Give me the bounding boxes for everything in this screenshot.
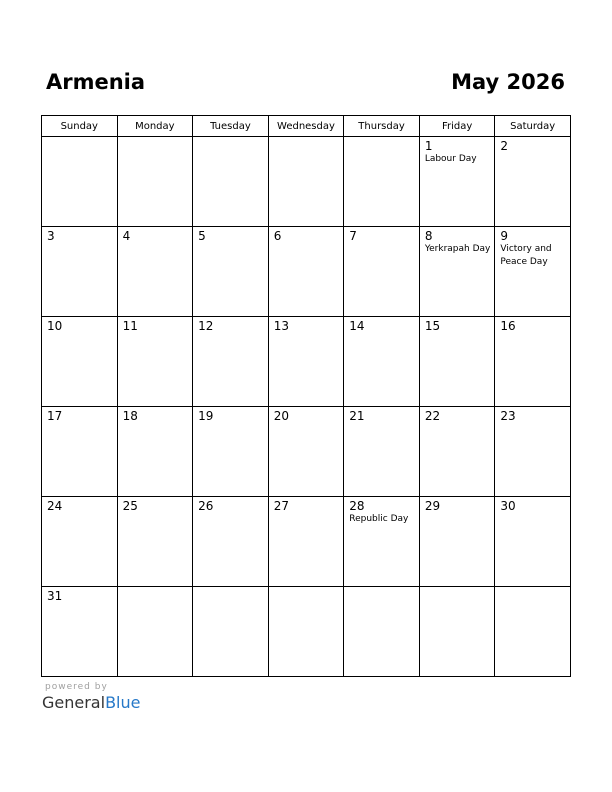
day-number: 6 <box>273 229 282 243</box>
weekday-friday: Friday <box>419 116 495 137</box>
day-number: 14 <box>349 319 365 333</box>
day-number: 28 <box>349 499 365 513</box>
month-year-title: May 2026 <box>451 70 565 94</box>
calendar-grid <box>41 115 571 677</box>
brand-general-text: General <box>42 693 106 712</box>
empty-day-cell <box>193 587 269 677</box>
day-number: 24 <box>47 499 63 513</box>
day-number: 4 <box>122 229 131 243</box>
empty-day-cell <box>344 137 420 227</box>
day-number: 19 <box>198 409 214 423</box>
day-number: 3 <box>47 229 55 243</box>
empty-day-cell <box>193 137 269 227</box>
day-cell <box>344 407 420 497</box>
week-row <box>42 587 571 677</box>
day-number: 17 <box>47 409 63 423</box>
weekday-monday: Monday <box>117 116 193 137</box>
week-row <box>42 227 571 317</box>
empty-day-cell <box>117 587 193 677</box>
day-cell <box>268 497 344 587</box>
day-number: 10 <box>47 319 63 333</box>
day-cell <box>419 317 495 407</box>
day-cell <box>419 227 495 317</box>
holiday-label: Republic Day <box>349 514 409 524</box>
day-cell <box>117 317 193 407</box>
empty-day-cell <box>344 587 420 677</box>
day-cell <box>117 407 193 497</box>
weekday-tuesday: Tuesday <box>193 116 269 137</box>
day-number: 15 <box>424 319 441 333</box>
day-number: 29 <box>424 499 441 513</box>
holiday-label: Labour Day <box>424 154 477 164</box>
day-number: 22 <box>424 409 441 423</box>
day-cell <box>42 317 118 407</box>
day-number: 12 <box>198 319 214 333</box>
day-number: 21 <box>349 409 365 423</box>
day-cell <box>268 407 344 497</box>
day-cell <box>117 497 193 587</box>
day-number: 11 <box>122 319 138 333</box>
day-number: 5 <box>198 229 206 243</box>
day-number: 27 <box>273 499 289 513</box>
day-cell <box>344 227 420 317</box>
generalblue-logo[interactable] <box>42 693 140 712</box>
day-number: 13 <box>273 319 289 333</box>
day-number: 16 <box>500 319 516 333</box>
day-cell <box>268 317 344 407</box>
powered-by-label: powered by <box>45 682 108 692</box>
day-cell <box>42 407 118 497</box>
day-number: 7 <box>349 229 357 243</box>
day-cell <box>193 497 269 587</box>
day-cell <box>495 137 571 227</box>
brand-blue-text: Blue <box>105 693 141 712</box>
day-number: 30 <box>500 499 516 513</box>
day-number: 20 <box>273 409 289 423</box>
week-row <box>42 317 571 407</box>
day-number: 9 <box>500 229 509 243</box>
day-number: 31 <box>47 589 63 603</box>
empty-day-cell <box>268 587 344 677</box>
day-cell <box>495 227 571 317</box>
country-title: Armenia <box>46 70 146 94</box>
day-cell <box>419 497 495 587</box>
day-cell <box>495 407 571 497</box>
day-number: 23 <box>500 409 516 423</box>
weekday-saturday: Saturday <box>495 116 571 137</box>
weekday-wednesday: Wednesday <box>268 116 344 137</box>
day-cell <box>193 317 269 407</box>
day-cell <box>419 137 495 227</box>
day-cell <box>117 227 193 317</box>
day-cell <box>495 317 571 407</box>
weekday-header-row <box>42 116 571 137</box>
day-cell <box>344 497 420 587</box>
day-number: 25 <box>122 499 138 513</box>
holiday-label: Yerkrapah Day <box>424 244 491 254</box>
day-number: 2 <box>500 139 509 153</box>
day-number: 26 <box>198 499 214 513</box>
empty-day-cell <box>42 137 118 227</box>
empty-day-cell <box>419 587 495 677</box>
day-cell <box>193 227 269 317</box>
day-cell <box>419 407 495 497</box>
day-number: 1 <box>424 139 433 153</box>
empty-day-cell <box>117 137 193 227</box>
day-cell <box>495 497 571 587</box>
day-cell <box>344 317 420 407</box>
weekday-thursday: Thursday <box>344 116 420 137</box>
day-cell <box>193 407 269 497</box>
weekday-sunday: Sunday <box>42 116 118 137</box>
day-number: 18 <box>122 409 138 423</box>
day-cell <box>42 227 118 317</box>
holiday-label: Victory and Peace Day <box>500 244 552 267</box>
day-cell <box>42 497 118 587</box>
day-cell <box>268 227 344 317</box>
day-number: 8 <box>424 229 433 243</box>
week-row <box>42 497 571 587</box>
empty-day-cell <box>268 137 344 227</box>
day-cell <box>42 587 118 677</box>
week-row <box>42 407 571 497</box>
week-row <box>42 137 571 227</box>
empty-day-cell <box>495 587 571 677</box>
